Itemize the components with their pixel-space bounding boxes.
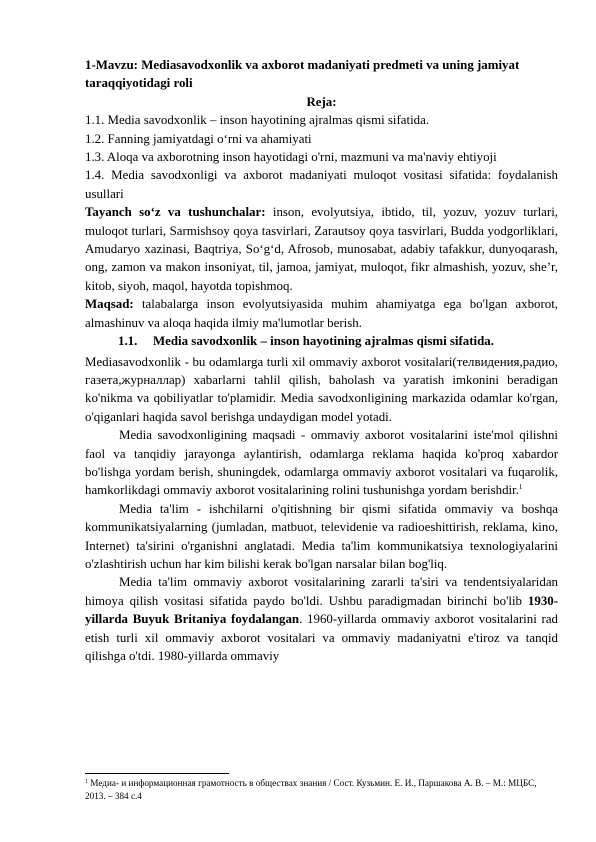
keywords-text: inson, evolyutsiya, ibtido, til, yozuv, yozuv turlari, muloqot turlari, Sarmishsoy qoya tasvirlari, Zarautsoy qoya tasvirlari, Budda yodgorliklari, Amudaryo xazinasi, Baqtriya, So‘g‘d, Afrosob, munosabat, adabiy tafakkur, dunyoqarash, ong, zamon va makon insoniyat, til, jamoa, jamiyat, muloqot, fikr almashish, yozuv, she’r, kitob, siyoh, maqol, hayotda topishmoq. — [85, 205, 559, 293]
paragraph-4 — [85, 573, 558, 665]
paragraph-4-emphasis: 1930-yillarda Buyuk Britaniya foydalangan — [85, 593, 558, 627]
footnote-text: Медиа- и информационная грамотность в обществах знания / Сост. Кузьмин. Е. И., Паршакова А. В. – М.: МЦБС, 2013. – 384 с.4 — [85, 778, 537, 801]
goal-label: Maqsad: — [85, 297, 134, 312]
plan-item-1: 1.1. Media savodxonlik – inson hayotining ajralmas qismi sifatida. — [85, 113, 430, 128]
page-title: 1-Mavzu: Mediasavodxonlik va axborot madaniyati predmeti va uning jamiyat taraqqiyotidagi roli — [85, 58, 520, 91]
goal-paragraph — [85, 295, 558, 332]
keywords-paragraph — [85, 203, 558, 295]
footnote-mark: 1 — [85, 779, 88, 785]
footnote-reference[interactable]: 1 — [518, 483, 523, 492]
plan-item-3: 1.3. Aloqa va axborotning inson hayotidagi o'rni, mazmuni va ma'naviy ehtiyoji — [85, 150, 497, 165]
paragraph-4-text-a: Media ta'lim ommaviy axborot vositalarining zararli ta'siri va tendentsiyalaridan himoya qilish vositasi sifatida paydo bo'ldi. Ushbu paradigmadan birinchi bo'lib — [85, 575, 558, 608]
goal-text: talabalarga inson evolyutsiyasida muhim ahamiyatga ega bo'lgan axborot, almashinuv va aloqa haqida ilmiy ma'lumotlar berish. — [85, 297, 558, 330]
paragraph-3: Media ta'lim - ishchilarni o'qitishning bir qismi sifatida ommaviy va boshqa kommunikatsiyalarning (jumladan, matbuot, televidenie va radioeshittirish, reklama, kino, Internet) ta'sirini o'rganishni anglatadi. Media ta'lim kommunikatsiya texnologiyalarini o'zlashtirish uchun har kim bilishi kerak bo'lgan narsalar bilan bog'liq. — [85, 501, 558, 571]
paragraph-2 — [85, 426, 558, 500]
section-title: Media savodxonlik – inson hayotining ajralmas qismi sifatida. — [153, 334, 494, 349]
footnote-divider — [85, 773, 229, 774]
plan-item-4: 1.4. Media savodxonligi va axborot madaniyati muloqot vositasi sifatida: foydalanish usullari — [85, 168, 558, 201]
plan-item-2: 1.2. Fanning jamiyatdagi o‘rni va ahamiyati — [85, 131, 312, 146]
section-heading — [85, 332, 558, 350]
paragraph-4-text-b: . 1960-yillarda ommaviy axborot vositalarini rad etish turli xil ommaviy axborot vositalari va ommaviy madaniyatni e'tiroz va tanqid qilishga o'tdi. 1980-yillarda ommaviy — [85, 612, 558, 663]
footnote — [85, 777, 558, 803]
paragraph-1: Mediasavodxonlik - bu odamlarga turli xil ommaviy axborot vositalari(телвидения,радио, газета,журналлар) xabarlarni tahlil qilish, baholash va yaratish imkonini beradigan ko'nikma va qobiliyatlar to'plamidir. Media savodxonligining markazida odamlar ko'rgan, o'qiganlari haqida savol berishga undaydigan model yotadi. — [85, 354, 558, 424]
plan-heading: Reja: — [306, 94, 337, 109]
paragraph-2-text: Media savodxonligining maqsadi - ommaviy axborot vositalarini iste'mol qilishni faol va tanqidiy jarayonga aylantirish, odamlarga reklama haqida ko'proq xabardor bo'lishga yordam berish, shuningdek, odamlarga ommaviy axborot vositalari va fuqarolik, hamkorlikdagi ommaviy axborot vositalarining rolini tushunishga yordam berishdir. — [85, 428, 558, 498]
document-page — [85, 56, 558, 665]
section-number: 1.1. — [118, 334, 138, 349]
keywords-label: Tayanch so‘z va tushunchalar: — [85, 205, 266, 220]
